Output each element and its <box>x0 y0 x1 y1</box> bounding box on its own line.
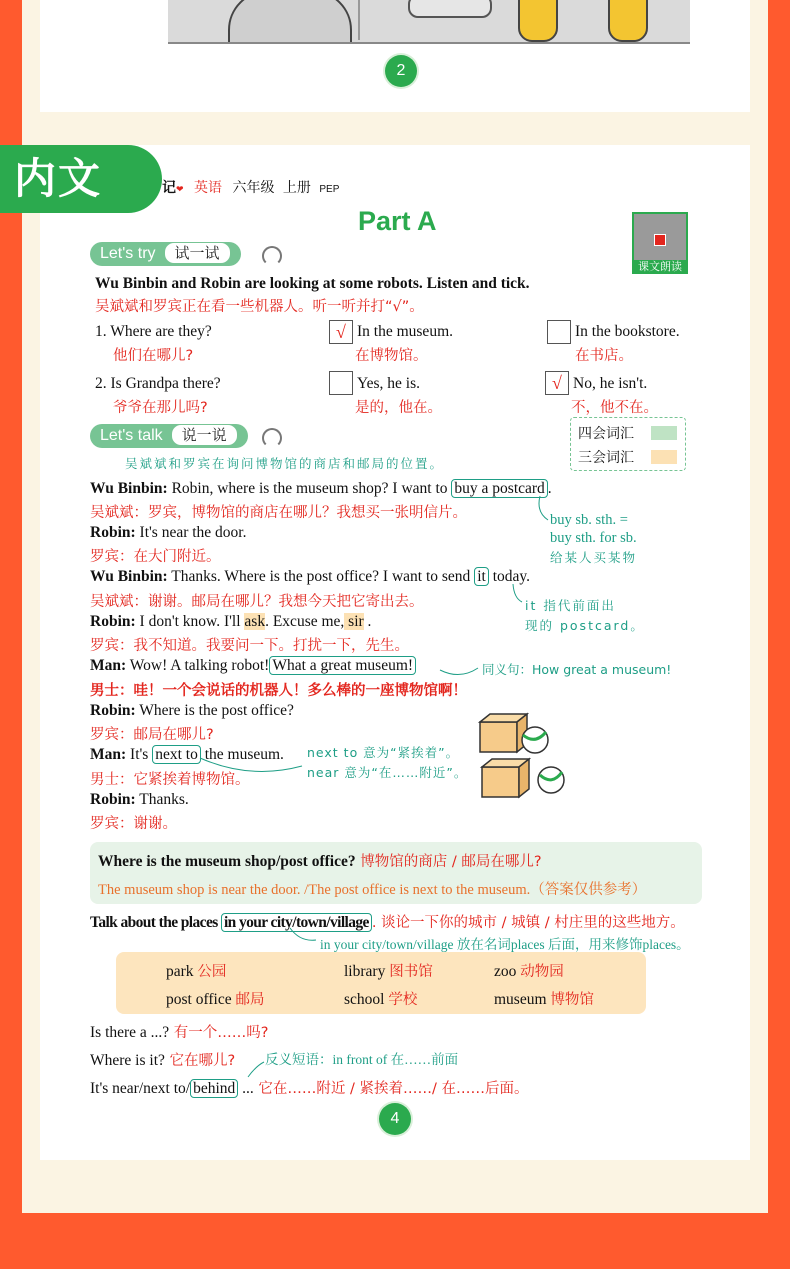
note-buy-3: 给某人买某物 <box>550 550 638 565</box>
header-subject: 英语 <box>194 180 222 196</box>
lets-try-instruction: Wu Binbin and Robin are looking at some robots. Listen and tick. <box>95 275 530 292</box>
box-next-to-ball-icon <box>480 714 548 753</box>
dialogue-line-zh: 罗宾：谢谢。 <box>90 816 177 832</box>
arrow-behind-note <box>248 1062 264 1077</box>
word-item: zoo 动物园 <box>494 963 564 980</box>
note-same-meaning: 同义句：How great a museum! <box>482 662 672 677</box>
header-grade: 六年级 <box>232 180 275 196</box>
dialogue-line: Wu Binbin: Thanks. Where is the post office? I want to send it today. <box>90 568 530 585</box>
dialogue-line: Robin: Thanks. <box>90 791 189 808</box>
word-item: post office 邮局 <box>166 991 265 1008</box>
sentence-pattern: Where is it? 它在哪儿? <box>90 1052 236 1069</box>
word-behind: behind <box>190 1079 238 1098</box>
talk-intro-note: 吴斌斌和罗宾在询问博物馆的商店和邮局的位置。 <box>125 456 445 471</box>
note-antonym: 反义短语：in front of 在……前面 <box>265 1052 459 1067</box>
dialogue-line: Man: Wow! A talking robot! What a great museum! <box>90 657 416 675</box>
word-item: school 学校 <box>344 991 418 1008</box>
word-item: park 公园 <box>166 963 227 980</box>
option-text: Yes, he is. <box>357 375 421 392</box>
answer-checkbox[interactable]: √ <box>329 320 353 344</box>
word-box <box>116 952 646 1014</box>
phrase-buy-a-postcard: buy a postcard <box>451 479 547 498</box>
sentence-pattern: It's near/next to/ behind ... 它在……附近 / 紧挨着……/ 在……后面。 <box>90 1080 529 1097</box>
phrase-what-a-great-museum: What a great museum! <box>269 656 416 675</box>
legend-three-label: 三会词汇 <box>578 450 634 466</box>
option-text-zh: 在博物馆。 <box>355 348 428 364</box>
word-item: library 图书馆 <box>344 963 433 980</box>
note-buy-1: buy sb. sth. = <box>550 512 628 528</box>
note-next-to: next to 意为“紧挨着”。 <box>307 745 460 760</box>
lets-talk-label-en: Let's talk <box>100 427 163 444</box>
key-question: Where is the museum shop/post office? 博物馆的商店 / 邮局在哪儿? <box>98 853 542 870</box>
phrase-next-to: next to <box>152 745 201 764</box>
page-number: 2 <box>385 55 417 87</box>
key-answer: The museum shop is near the door. /The post office is next to the museum.（答案仅供参考） <box>98 882 647 898</box>
dialogue-line-zh: 罗宾：在大门附近。 <box>90 549 221 565</box>
header-edition: PEP <box>319 184 340 195</box>
dialogue-line-zh: 罗宾：邮局在哪儿? <box>90 727 214 743</box>
key-sentence-box <box>90 842 702 904</box>
option-text-zh: 在书店。 <box>575 348 633 364</box>
dialogue-line-zh: 吴斌斌：罗宾，博物馆的商店在哪儿？我想买一张明信片。 <box>90 505 467 521</box>
heart-icon: ❤ <box>176 185 184 195</box>
box-near-ball-icon <box>482 759 564 797</box>
question-1: 1. Where are they? <box>95 323 212 340</box>
header-mark: 记 <box>162 180 176 196</box>
note-it-1: it 指代前面出 <box>525 598 616 613</box>
lets-try-label-zh: 试一试 <box>164 242 231 264</box>
sentence-pattern: Is there a ...? 有一个……吗? <box>90 1024 269 1041</box>
option-text: In the bookstore. <box>575 323 680 340</box>
dialogue-line-zh: 男士：它紧挨着博物馆。 <box>90 772 250 788</box>
option-text: No, he isn't. <box>573 375 648 392</box>
word-item: museum 博物馆 <box>494 991 594 1008</box>
arrow-it-note <box>513 584 522 602</box>
option-text: In the museum. <box>357 323 453 340</box>
option-text-zh: 是的，他在。 <box>355 400 442 416</box>
option-text-zh: 不，他不在。 <box>571 400 658 416</box>
talk-about-instruction: Talk about the places in your city/town/village . 谈论一下你的城市 / 城镇 / 村庄里的这些地方。 <box>90 914 685 931</box>
lets-talk-label-zh: 说一说 <box>171 424 238 446</box>
note-buy-2: buy sth. for sb. <box>550 530 637 546</box>
dialogue-line-zh: 吴斌斌：谢谢。邮局在哪儿？我想今天把它寄出去。 <box>90 594 424 610</box>
arrow-same-note <box>440 668 478 675</box>
lets-try-instruction-zh: 吴斌斌和罗宾正在看一些机器人。听一听并打“√”。 <box>95 299 424 315</box>
note-places: in your city/town/village 放在名词places 后面，用来修饰places。 <box>320 937 690 952</box>
note-near: near 意为“在……附近”。 <box>307 765 468 780</box>
arrow-buy-note <box>539 496 548 520</box>
section-badge: 内文 <box>0 145 162 213</box>
dialogue-line: Robin: I don't know. I'll ask. Excuse me, sir . <box>90 613 372 630</box>
question-2: 2. Is Grandpa there? <box>95 375 221 392</box>
dialogue-line: Robin: Where is the post office? <box>90 702 294 719</box>
lets-try-label-en: Let's try <box>100 245 156 262</box>
vocab-sir: sir <box>344 613 364 630</box>
dialogue-line: Robin: It's near the door. <box>90 524 247 541</box>
page-number: 4 <box>379 1103 411 1135</box>
answer-checkbox[interactable]: √ <box>545 371 569 395</box>
note-it-2: 现的 postcard。 <box>525 618 645 633</box>
word-it: it <box>474 567 489 586</box>
phrase-in-your-city: in your city/town/village <box>221 913 372 932</box>
dialogue-line: Wu Binbin: Robin, where is the museum shop? I want to buy a postcard . <box>90 480 552 497</box>
question-1-zh: 他们在哪儿? <box>113 348 194 364</box>
vocab-ask: ask <box>244 613 266 630</box>
dialogue-line-zh: 罗宾：我不知道。我要问一下。打扰一下，先生。 <box>90 638 409 654</box>
dialogue-line: Man: It's next to the museum. <box>90 746 284 763</box>
part-title: Part A <box>358 206 437 236</box>
question-2-zh: 爷爷在那儿吗? <box>113 400 208 416</box>
dialogue-line-zh: 男士：哇！一个会说话的机器人！多么棒的一座博物馆啊！ <box>90 683 467 699</box>
header-volume: 上册 <box>282 180 311 196</box>
qr-caption: 课文朗读 <box>632 260 688 274</box>
arrow-next-to-note <box>200 758 302 771</box>
legend-four-label: 四会词汇 <box>578 426 634 442</box>
